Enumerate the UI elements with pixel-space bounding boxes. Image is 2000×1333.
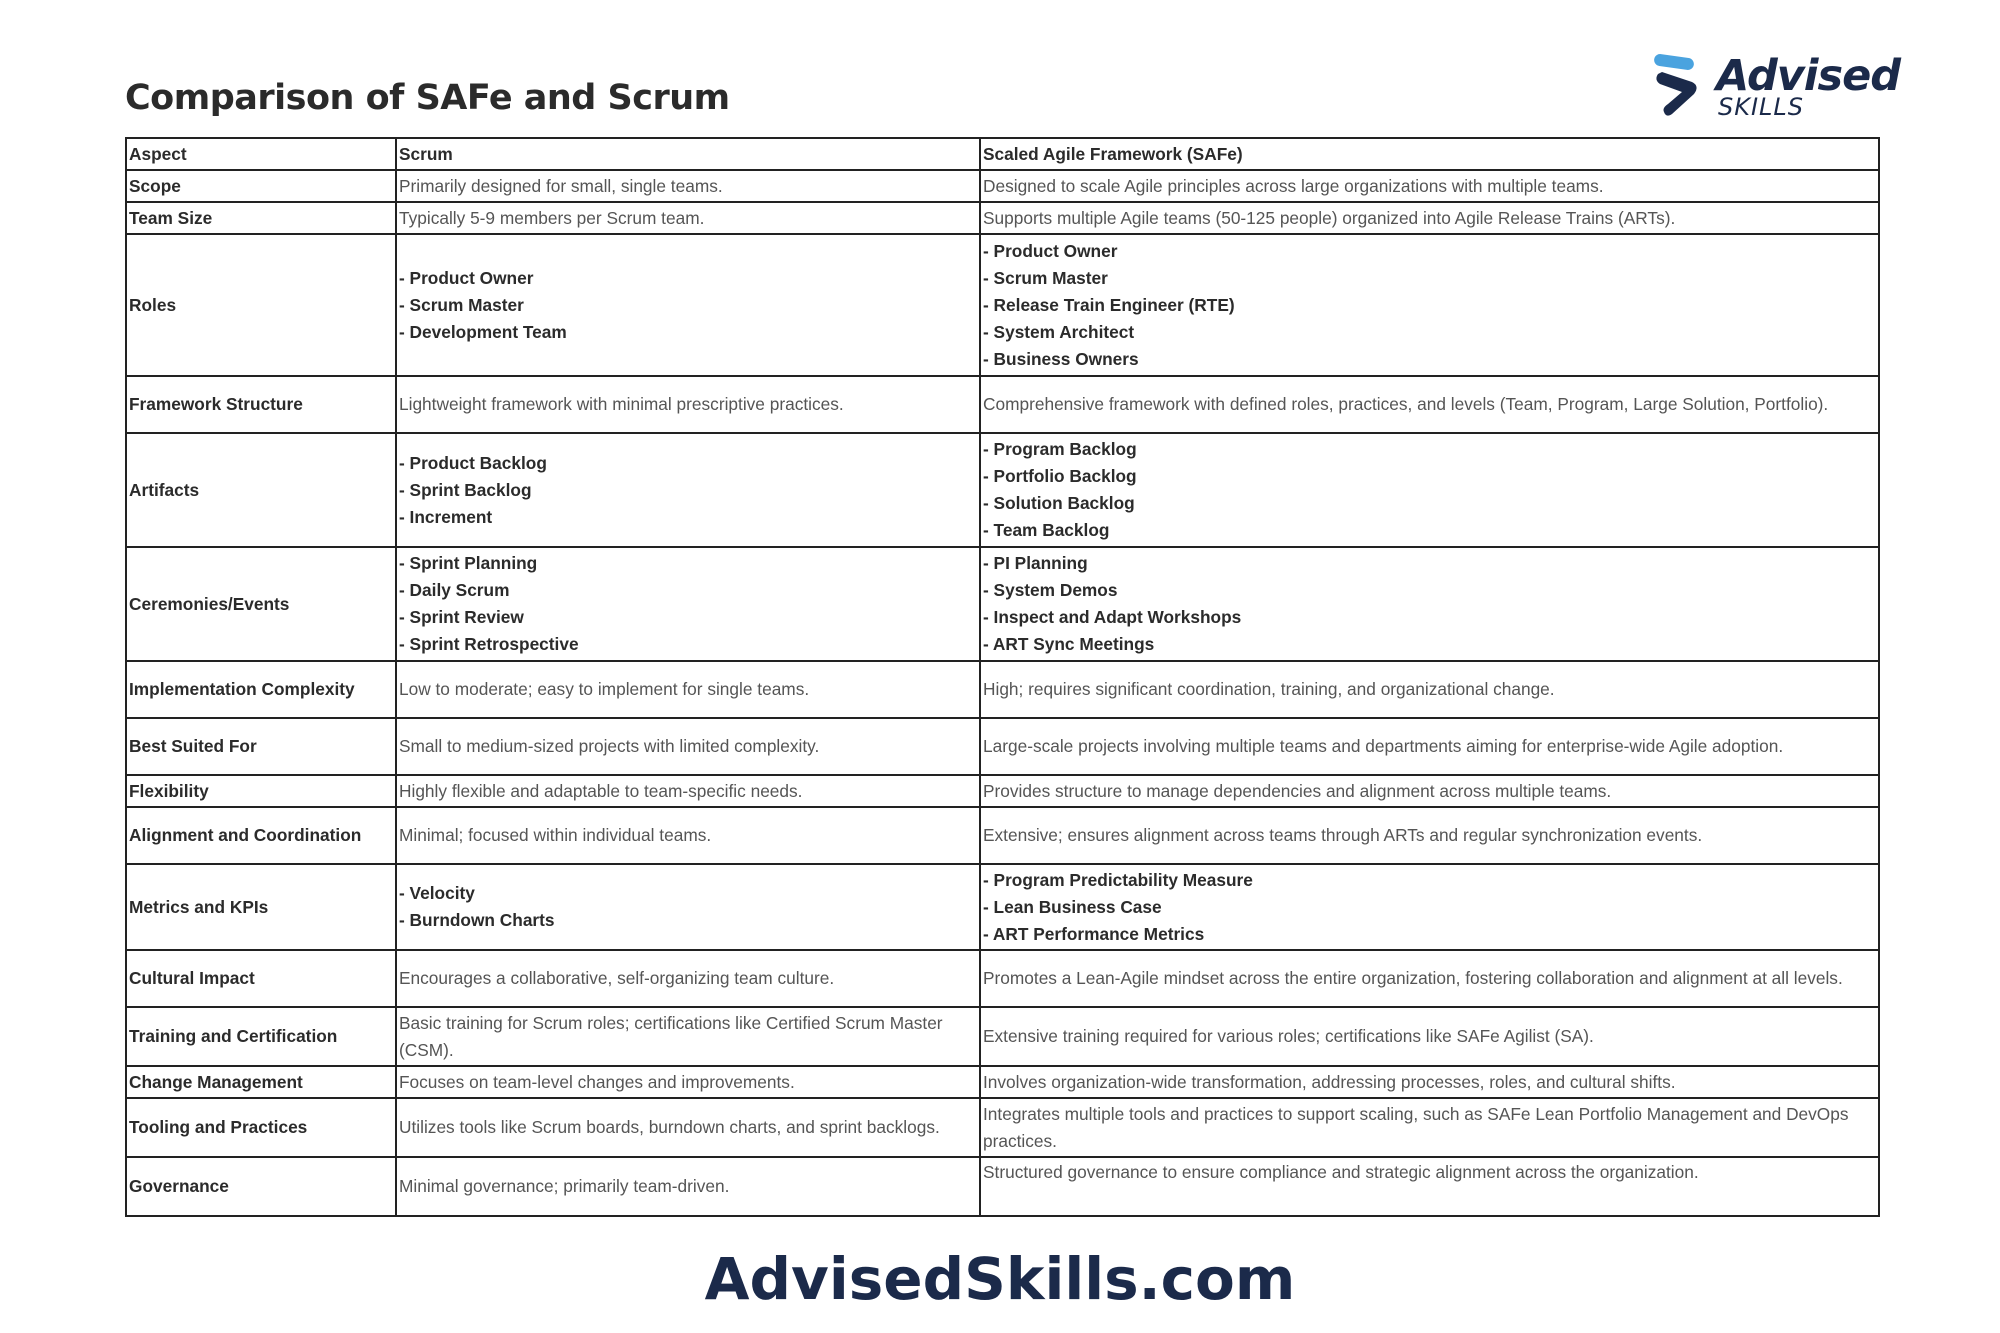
scrum-cell: Minimal; focused within individual teams. [396,807,980,864]
list-item: - Program Backlog [983,439,1137,459]
scrum-cell: Utilizes tools like Scrum boards, burndown charts, and sprint backlogs. [396,1098,980,1157]
header-aspect: Aspect [126,138,396,170]
list-item: - ART Performance Metrics [983,923,1205,944]
list-item: - Sprint Retrospective [399,634,579,654]
header-safe: Scaled Agile Framework (SAFe) [980,138,1879,170]
safe-cell: Designed to scale Agile principles across large organizations with multiple teams. [980,170,1879,202]
list-item: - Product Backlog [399,452,547,473]
list-item: - Sprint Planning [399,553,538,573]
aspect-cell: Scope [126,170,396,202]
safe-cell [980,864,1879,950]
list-item: - Increment [399,506,493,527]
safe-cell [980,234,1879,376]
table-row [126,864,1879,950]
safe-cell: Provides structure to manage dependencies and alignment across multiple teams. [980,775,1879,807]
scrum-cell: Focuses on team-level changes and improvements. [396,1066,980,1098]
logo-word: Advised [1716,51,1901,101]
scrum-cell: Encourages a collaborative, self-organizing team culture. [396,950,980,1007]
table-row [126,1066,1879,1098]
safe-cell: Comprehensive framework with defined roles, practices, and levels (Team, Program, Large Solution, Portfolio). [980,376,1879,433]
aspect-cell: Cultural Impact [126,950,396,1007]
list-item: - Solution Backlog [983,493,1135,513]
comparison-table [125,137,1880,1217]
aspect-cell: Metrics and KPIs [126,864,396,950]
list-item: - Program Predictability Measure [983,869,1253,890]
scrum-cell: Lightweight framework with minimal prescriptive practices. [396,376,980,433]
aspect-cell: Flexibility [126,775,396,807]
scrum-cell [396,864,980,950]
table-row [126,950,1879,1007]
safe-cell: Involves organization-wide transformation, addressing processes, roles, and cultural shifts. [980,1066,1879,1098]
list-item: - Development Team [399,321,567,342]
safe-cell: Extensive; ensures alignment across teams through ARTs and regular synchronization events. [980,807,1879,864]
table-row [126,718,1879,775]
aspect-cell: Ceremonies/Events [126,547,396,661]
safe-cell [980,433,1879,547]
footer-website: AdvisedSkills.com [704,1245,1296,1313]
scrum-cell [396,234,980,376]
table-row [126,202,1879,234]
logo-mark-icon [1652,54,1708,120]
list-item: - Sprint Review [399,607,524,627]
safe-cell: Integrates multiple tools and practices to support scaling, such as SAFe Lean Portfolio Management and DevOps practices. [980,1098,1879,1157]
advised-skills-logo [1652,51,1901,122]
safe-cell: Supports multiple Agile teams (50-125 people) organized into Agile Release Trains (ARTs). [980,202,1879,234]
list-item: - Product Owner [983,240,1118,261]
scrum-cell: Typically 5-9 members per Scrum team. [396,202,980,234]
list-item: - Scrum Master [983,267,1108,288]
comparison-table-body [126,138,1879,1216]
list-item: - Daily Scrum [399,580,510,600]
table-row [126,1098,1879,1157]
list-item: - Business Owners [983,348,1139,369]
safe-cell: Promotes a Lean-Agile mindset across the entire organization, fostering collaboration and alignment at all levels. [980,950,1879,1007]
aspect-cell: Artifacts [126,433,396,547]
aspect-cell: Change Management [126,1066,396,1098]
scrum-cell: Low to moderate; easy to implement for single teams. [396,661,980,718]
aspect-cell: Roles [126,234,396,376]
scrum-cell: Primarily designed for small, single teams. [396,170,980,202]
list-item: - Sprint Backlog [399,479,532,500]
safe-cell: High; requires significant coordination, training, and organizational change. [980,661,1879,718]
table-row [126,1157,1879,1216]
aspect-cell: Implementation Complexity [126,661,396,718]
aspect-cell: Team Size [126,202,396,234]
table-row [126,433,1879,547]
table-header-row [126,138,1879,170]
list-item: - PI Planning [983,553,1088,573]
aspect-cell: Governance [126,1157,396,1216]
table-row [126,775,1879,807]
list-item: - Portfolio Backlog [983,466,1137,486]
list-item: - System Demos [983,580,1118,600]
scrum-cell [396,433,980,547]
list-item: - Release Train Engineer (RTE) [983,294,1235,315]
scrum-cell: Highly flexible and adaptable to team-specific needs. [396,775,980,807]
list-item: - System Architect [983,321,1135,342]
table-row [126,661,1879,718]
table-row [126,170,1879,202]
page-title: Comparison of SAFe and Scrum [125,78,730,118]
aspect-cell: Framework Structure [126,376,396,433]
scrum-cell: Basic training for Scrum roles; certifications like Certified Scrum Master (CSM). [396,1007,980,1066]
list-item: - Lean Business Case [983,896,1162,917]
logo-subword: SKILLS [1718,93,1805,121]
table-row [126,807,1879,864]
list-item: - Inspect and Adapt Workshops [983,607,1242,627]
safe-cell: Extensive training required for various roles; certifications like SAFe Agilist (SA). [980,1007,1879,1066]
table-row [126,234,1879,376]
safe-cell: Large-scale projects involving multiple teams and departments aiming for enterprise-wide Agile adoption. [980,718,1879,775]
safe-cell: Structured governance to ensure compliance and strategic alignment across the organization. [980,1157,1879,1216]
list-item: - Product Owner [399,267,534,288]
header-scrum: Scrum [396,138,980,170]
list-item: - ART Sync Meetings [983,634,1155,654]
aspect-cell: Training and Certification [126,1007,396,1066]
scrum-cell: Minimal governance; primarily team-driven. [396,1157,980,1216]
safe-cell [980,547,1879,661]
list-item: - Velocity [399,883,475,903]
scrum-cell: Small to medium-sized projects with limited complexity. [396,718,980,775]
aspect-cell: Alignment and Coordination [126,807,396,864]
table-row [126,376,1879,433]
aspect-cell: Tooling and Practices [126,1098,396,1157]
list-item: - Burndown Charts [399,910,555,930]
scrum-cell [396,547,980,661]
table-row [126,1007,1879,1066]
list-item: - Scrum Master [399,294,524,315]
table-row [126,547,1879,661]
list-item: - Team Backlog [983,520,1110,540]
aspect-cell: Best Suited For [126,718,396,775]
